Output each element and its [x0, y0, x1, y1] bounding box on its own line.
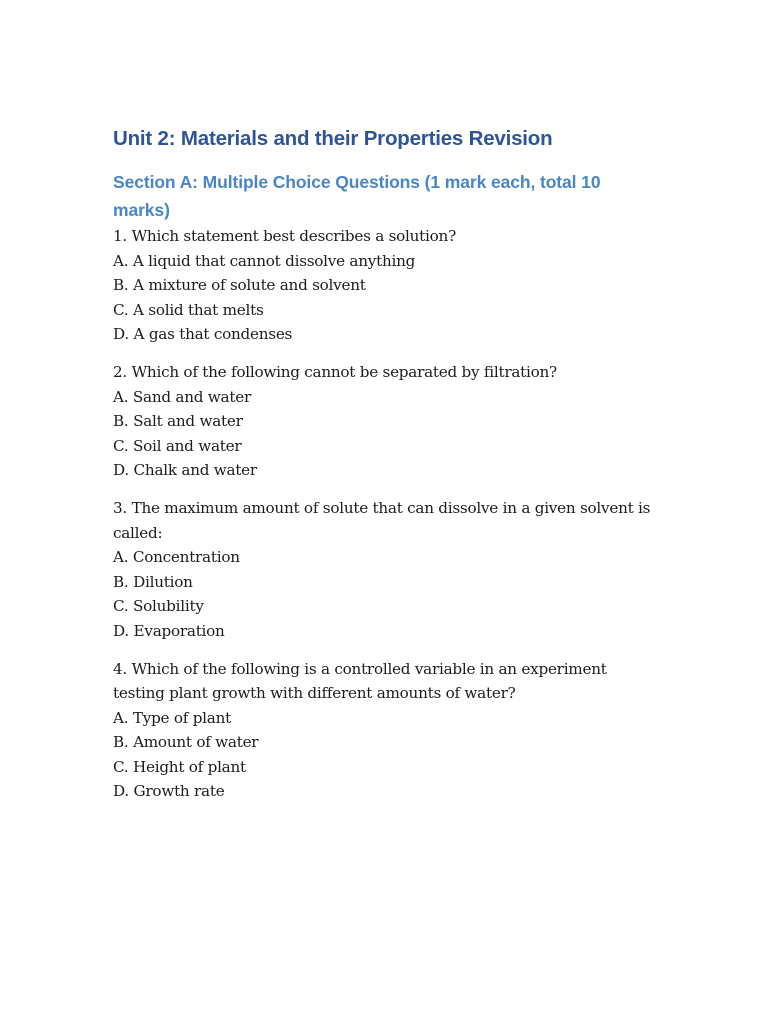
- question-3: [113, 496, 658, 644]
- question-stem: 3. The maximum amount of solute that can dissolve in a given solvent is called:: [113, 498, 651, 542]
- question-4: [113, 657, 658, 805]
- answer-option-b: B. Amount of water: [113, 733, 259, 752]
- question-list: [113, 224, 658, 804]
- document-title: Unit 2: Materials and their Properties Revision: [113, 127, 553, 150]
- section-heading: Section A: Multiple Choice Questions (1 mark each, total 10 marks): [113, 172, 601, 220]
- answer-option-d: D. Chalk and water: [113, 461, 257, 480]
- answer-option-b: B. Dilution: [113, 572, 193, 591]
- answer-option-b: B. A mixture of solute and solvent: [113, 276, 366, 295]
- answer-option-c: C. A solid that melts: [113, 300, 264, 319]
- question-1: [113, 224, 658, 347]
- answer-option-a: A. Concentration: [113, 548, 240, 567]
- answer-option-a: A. Sand and water: [113, 387, 251, 406]
- answer-option-c: C. Height of plant: [113, 757, 246, 776]
- document-body: [113, 124, 658, 817]
- answer-option-d: D. A gas that condenses: [113, 325, 293, 344]
- answer-option-d: D. Evaporation: [113, 621, 225, 640]
- answer-option-b: B. Salt and water: [113, 412, 243, 431]
- answer-option-c: C. Soil and water: [113, 436, 242, 455]
- answer-option-a: A. A liquid that cannot dissolve anything: [113, 251, 416, 270]
- question-stem: 1. Which statement best describes a solution?: [113, 227, 456, 245]
- answer-option-d: D. Growth rate: [113, 782, 225, 801]
- question-2: [113, 360, 658, 483]
- question-stem: 4. Which of the following is a controlled variable in an experiment testing plant growth with different amounts of water?: [113, 659, 607, 703]
- answer-option-c: C. Solubility: [113, 597, 204, 616]
- question-stem: 2. Which of the following cannot be separated by filtration?: [113, 362, 557, 381]
- answer-option-a: A. Type of plant: [113, 708, 231, 727]
